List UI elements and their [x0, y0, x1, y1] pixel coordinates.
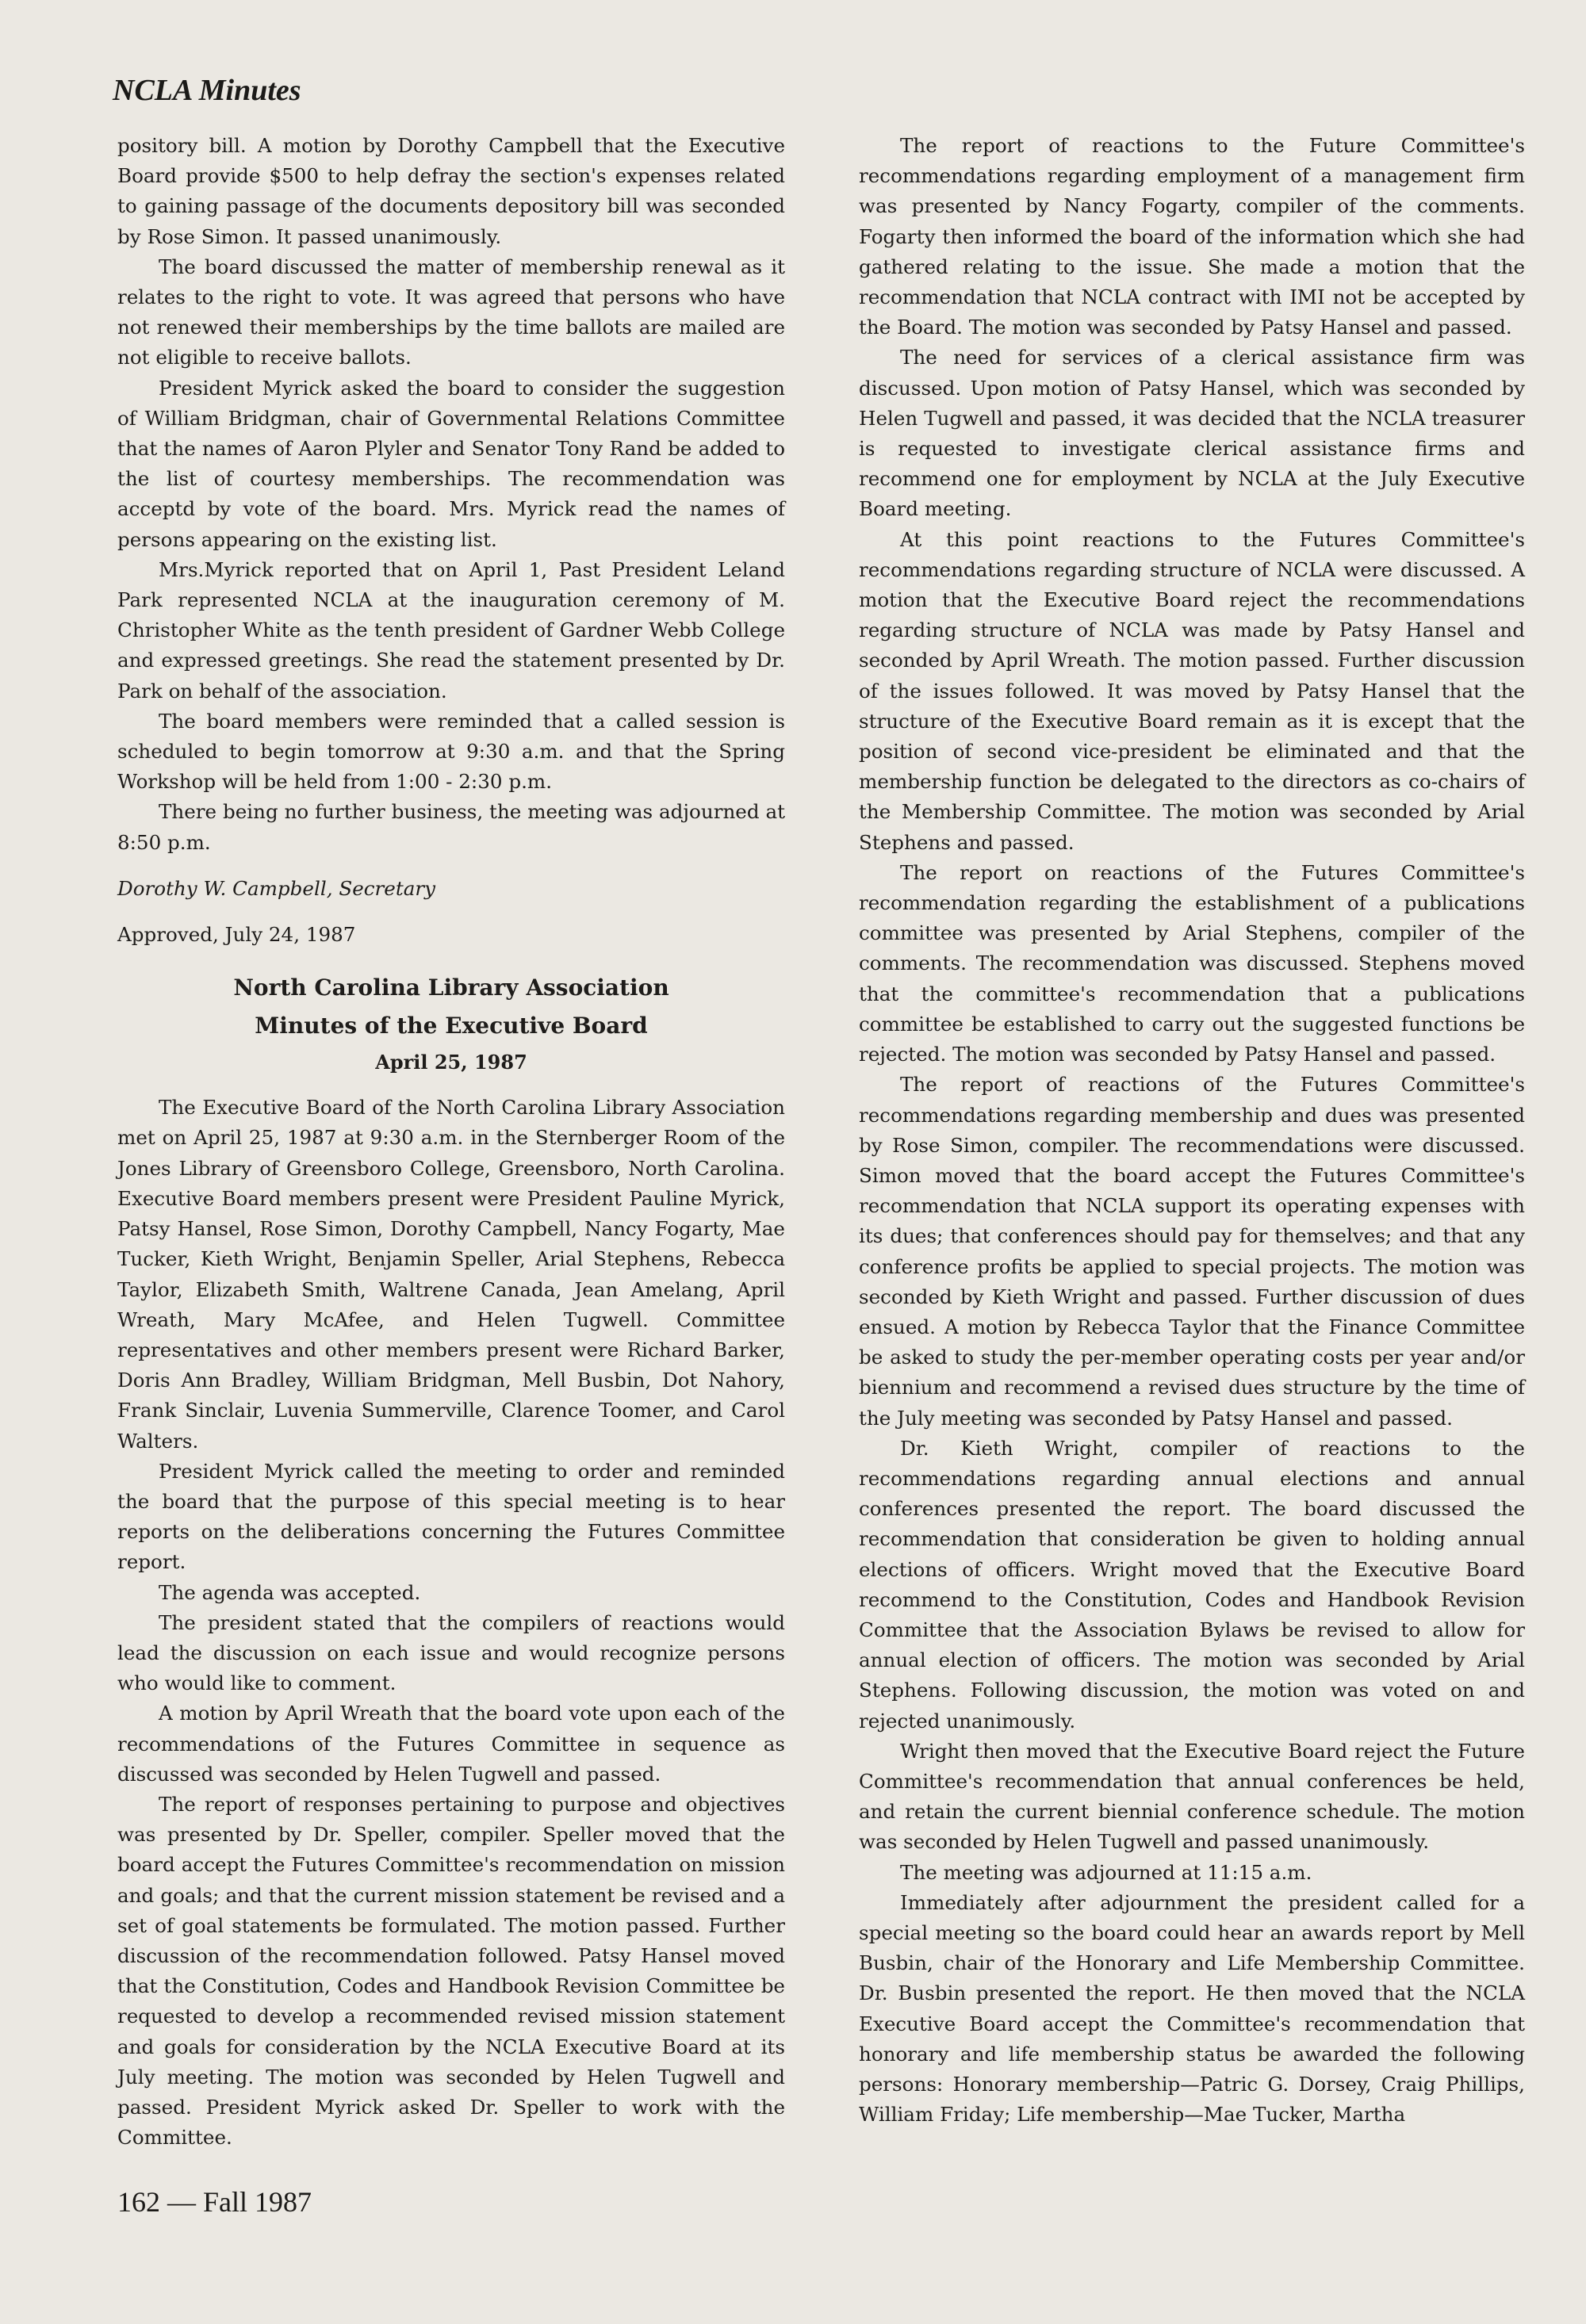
left-column	[117, 131, 785, 2153]
paragraph: The report of reactions to the Future Committee's recommendations regarding employment of a management firm was presented by Nancy Fogarty, compiler of the comments. Fogarty then informed the board of the information which she had gathered relating to the issue. She made a motion that the recommendation that NCLA contract with IMI not be accepted by the Board. The motion was seconded by Patsy Hansel and passed.	[859, 134, 1525, 339]
paragraph: President Myrick called the meeting to order and reminded the board that the purpose of this special meeting is to hear reports on the deliberations concerning the Futures Committee report.	[117, 1459, 785, 1574]
secretary-signature: Dorothy W. Campbell, Secretary	[117, 876, 436, 900]
section-title: North Carolina Library Association	[233, 974, 669, 1001]
running-head: NCLA Minutes	[113, 74, 301, 107]
section-subtitle: Minutes of the Executive Board	[255, 1013, 648, 1039]
right-column	[859, 131, 1525, 2130]
paragraph: There being no further business, the meeting was adjourned at 8:50 p.m.	[117, 800, 785, 854]
paragraph: Mrs.Myrick reported that on April 1, Past President Leland Park represented NCLA at the inauguration ceremony of M. Christopher White as the tenth president of Gardner Webb College and expressed greetings. She read the statement presented by Dr. Park on behalf of the association.	[117, 557, 785, 703]
paragraph: A motion by April Wreath that the board vote upon each of the recommendations of the Futures Committee in sequence as discussed was seconded by Helen Tugwell and passed.	[117, 1702, 785, 1786]
paragraph: The agenda was accepted.	[159, 1580, 421, 1604]
page-folio: 162 — Fall 1987	[117, 2186, 312, 2218]
paragraph: The board members were reminded that a called session is scheduled to begin tomorrow at 9:30 a.m. and that the Spring Workshop will be held from 1:00 - 2:30 p.m.	[117, 709, 785, 794]
paragraph: At this point reactions to the Futures Committee's recommendations regarding structure of NCLA were discussed. A motion that the Executive Board reject the recommendations regarding structure of NCLA was made by Patsy Hansel and seconded by April Wreath. The motion passed. Further discussion of the issues followed. It was moved by Patsy Hansel that the structure of the Executive Board remain as it is except that the position of second vice-president be eliminated and that the membership function be delegated to the directors as co-chairs of the Membership Committee. The motion was seconded by Arial Stephens and passed.	[859, 527, 1525, 854]
paragraph: The Executive Board of the North Carolina Library Association met on April 25, 1987 at 9:30 a.m. in the Sternberger Room of the Jones Library of Greensboro College, Greensboro, North Carolina. Executive Board members present were President Pauline Myrick, Patsy Hansel, Rose Simon, Dorothy Campbell, Nancy Fogarty, Mae Tucker, Kieth Wright, Benjamin Speller, Arial Stephens, Rebecca Taylor, Elizabeth Smith, Waltrene Canada, Jean Amelang, April Wreath, Mary McAfee, and Helen Tugwell. Committee representatives and other members present were Richard Barker, Doris Ann Bradley, William Bridgman, Mell Busbin, Dot Nahory, Frank Sinclair, Luvenia Summerville, Clarence Toomer, and Carol Walters.	[117, 1096, 785, 1453]
paragraph: The meeting was adjourned at 11:15 a.m.	[900, 1860, 1312, 1884]
paragraph: Wright then moved that the Executive Board reject the Future Committee's recommendation that annual conferences be held, and retain the current biennial conference schedule. The motion was seconded by Helen Tugwell and passed unanimously.	[859, 1739, 1525, 1854]
paragraph: The board discussed the matter of membership renewal as it relates to the right to vote. It was agreed that persons who have not renewed their memberships by the time ballots are mailed are not eligible to receive ballots.	[117, 255, 785, 369]
paragraph: The president stated that the compilers of reactions would lead the discussion on each issue and would recognize persons who would like to comment.	[117, 1610, 785, 1695]
paragraph: Dr. Kieth Wright, compiler of reactions to the recommendations regarding annual elections and annual conferences presented the report. The board discussed the recommendation that consideration be given to holding annual elections of officers. Wright moved that the Executive Board recommend to the Constitution, Codes and Handbook Revision Committee that the Association Bylaws be revised to allow for annual election of officers. The motion was seconded by Arial Stephens. Following discussion, the motion was voted on and rejected unanimously.	[859, 1436, 1525, 1732]
paragraph: President Myrick asked the board to consider the suggestion of William Bridgman, chair of Governmental Relations Committee that the names of Aaron Plyler and Senator Tony Rand be added to the list of courtesy memberships. The recommendation was acceptd by vote of the board. Mrs. Myrick read the names of persons appearing on the existing list.	[117, 376, 785, 551]
paragraph: pository bill. A motion by Dorothy Campbell that the Executive Board provide $500 to help defray the section's expenses related to gaining passage of the documents depository bill was seconded by Rose Simon. It passed unanimously.	[117, 134, 785, 248]
paragraph: The report of reactions of the Futures Committee's recommendations regarding membership and dues was presented by Rose Simon, compiler. The recommendations were discussed. Simon moved that the board accept the Futures Committee's recommendation that NCLA support its operating expenses with its dues; that conferences should pay for themselves; and that any conference profits be applied to special projects. The motion was seconded by Kieth Wright and passed. Further discussion of dues ensued. A motion by Rebecca Taylor that the Finance Committee be asked to study the per-member operating costs per year and/or biennium and recommend a revised dues structure by the time of the July meeting was seconded by Patsy Hansel and passed.	[859, 1073, 1525, 1430]
paragraph: Immediately after adjournment the president called for a special meeting so the board could hear an awards report by Mell Busbin, chair of the Honorary and Life Membership Committee. Dr. Busbin presented the report. He then moved that the NCLA Executive Board accept the Committee's recommendation that honorary and life membership status be awarded the following persons: Honorary membership—Patric G. Dorsey, Craig Phillips, William Friday; Life membership—Mae Tucker, Martha	[859, 1890, 1525, 2127]
paragraph: The need for services of a clerical assistance firm was discussed. Upon motion of Patsy Hansel, which was seconded by Helen Tugwell and passed, it was decided that the NCLA treasurer is requested to investigate clerical assistance firms and recommend one for employment by NCLA at the July Executive Board meeting.	[859, 346, 1525, 521]
section-date: April 25, 1987	[375, 1051, 527, 1074]
approval-date: Approved, July 24, 1987	[117, 923, 356, 947]
paragraph: The report of responses pertaining to purpose and objectives was presented by Dr. Speller, compiler. Speller moved that the board accept the Futures Committee's recommendation on mission and goals; and that the current mission statement be revised and a set of goal statements be formulated. The motion passed. Further discussion of the recommendation followed. Patsy Hansel moved that the Constitution, Codes and Handbook Revision Committee be requested to develop a recommended revised mission statement and goals for consideration by the NCLA Executive Board at its July meeting. The motion was seconded by Helen Tugwell and passed. President Myrick asked Dr. Speller to work with the Committee.	[117, 1792, 785, 2150]
paragraph: The report on reactions of the Futures Committee's recommendation regarding the establishment of a publications committee was presented by Arial Stephens, compiler of the comments. The recommendation was discussed. Stephens moved that the committee's recommendation that a publications committee be established to carry out the suggested functions be rejected. The motion was seconded by Patsy Hansel and passed.	[859, 860, 1525, 1066]
